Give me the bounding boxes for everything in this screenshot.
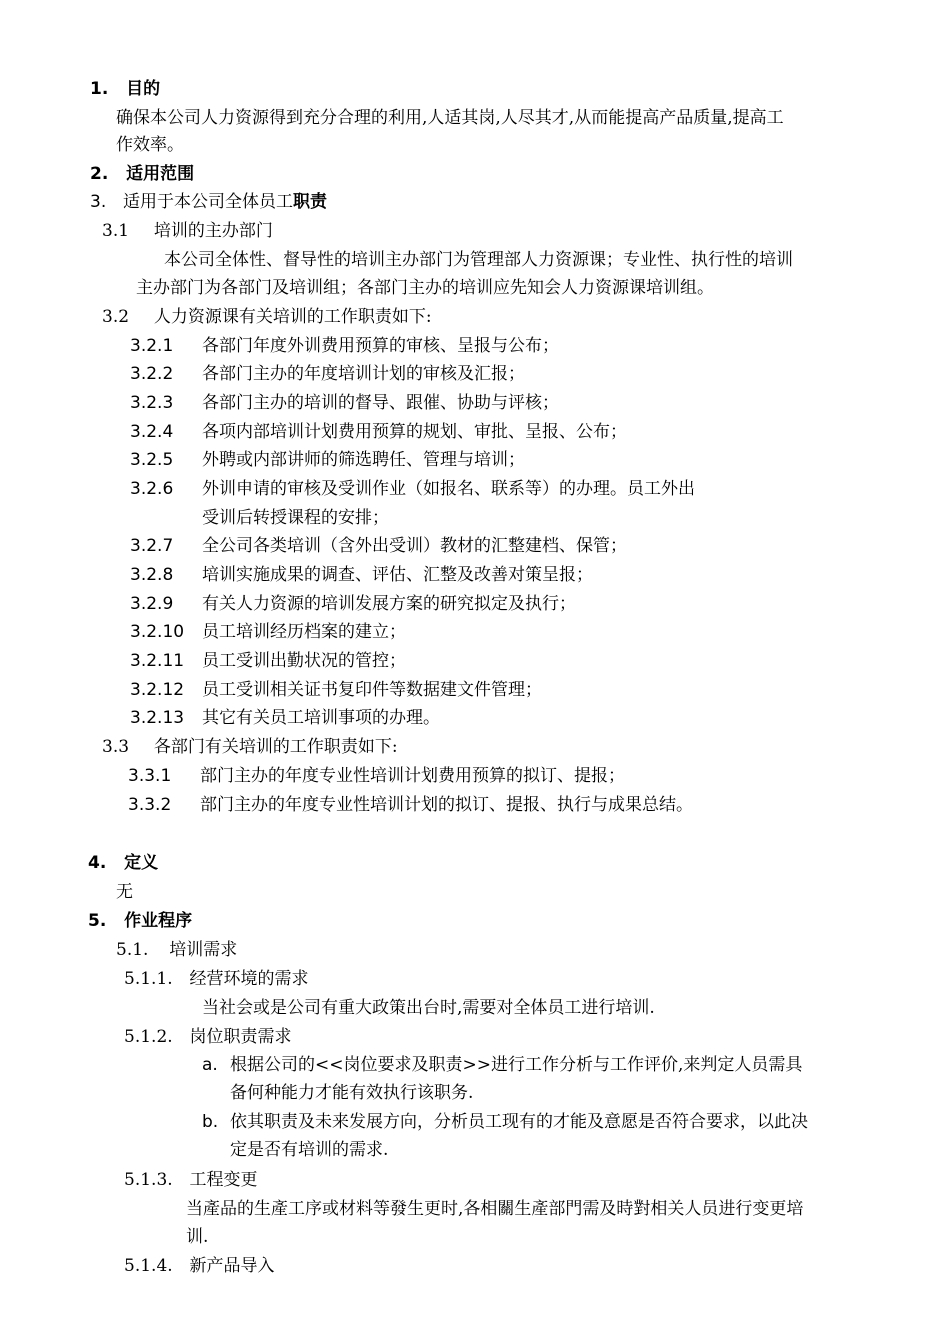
list-item (128, 793, 693, 817)
subsection-3-3 (102, 735, 398, 759)
item-text: 各部门主办的年度培训计划的审核及汇报； (202, 364, 525, 384)
subsection-number: 3.1 (102, 221, 130, 241)
list-item-b (202, 1110, 808, 1134)
list-item (130, 620, 406, 644)
section-text: 适用于本公司全体员工 (123, 192, 294, 212)
item-number: 3.2.1 (130, 336, 174, 356)
section-number: 5. (88, 911, 107, 931)
item-number: 3.3.2 (128, 795, 172, 815)
item-text: 各项内部培训计划费用预算的规划、审批、呈报、公布； (202, 422, 627, 442)
paragraph-line: 作效率。 (116, 135, 184, 155)
list-item (130, 334, 559, 358)
item-text: 外聘或内部讲师的筛选聘任、管理与培训； (202, 450, 525, 470)
list-item (130, 391, 559, 415)
list-item (130, 592, 576, 616)
paragraph-line: 训. (186, 1227, 209, 1247)
item-text: 员工受训出勤状况的管控； (202, 651, 406, 671)
section-5-heading (88, 909, 192, 933)
section-4-heading (88, 851, 158, 875)
subsection-5-1-3 (124, 1168, 257, 1192)
section-title-bold: 职责 (293, 192, 328, 212)
section-2-heading (90, 162, 194, 186)
item-number: 3.2.4 (130, 422, 174, 442)
list-item (130, 477, 695, 501)
item-number: 3.2.13 (130, 708, 185, 728)
item-text: 根据公司的<<岗位要求及职责>>进行工作分析与工作评价,来判定人员需具 (230, 1055, 803, 1075)
subsection-number: 5.1.1. (124, 969, 173, 989)
item-text: 其它有关员工培训事项的办理。 (202, 708, 440, 728)
list-item (130, 706, 440, 730)
subsection-number: 5.1.2. (124, 1027, 173, 1047)
item-text: 各部门年度外训费用预算的审核、呈报与公布； (202, 336, 559, 356)
item-continuation: 受训后转授课程的安排； (202, 508, 389, 528)
item-text: 员工培训经历档案的建立； (202, 622, 406, 642)
list-item-a (202, 1053, 802, 1077)
section-title: 适用范围 (126, 164, 195, 184)
paragraph-line: 当社会或是公司有重大政策出台时,需要对全体员工进行培训. (202, 998, 655, 1018)
section-3-heading (90, 190, 327, 214)
item-text: 外训申请的审核及受训作业（如报名、联系等）的办理。员工外出 (202, 479, 695, 499)
subsection-title: 培训需求 (169, 940, 238, 960)
subsection-title: 各部门有关培训的工作职责如下: (153, 737, 398, 757)
section-title: 定义 (124, 853, 159, 873)
subsection-number: 5.1.3. (124, 1170, 173, 1190)
item-number: 3.2.8 (130, 565, 174, 585)
list-item (130, 678, 542, 702)
subsection-title: 岗位职责需求 (189, 1027, 292, 1047)
item-number: 3.2.5 (130, 450, 174, 470)
item-text: 依其职责及未来发展方向，分析员工现有的才能及意愿是否符合要求，以此决 (230, 1112, 808, 1132)
subsection-title: 经营环境的需求 (189, 969, 309, 989)
section-title: 目的 (126, 79, 161, 99)
subsection-number: 5.1. (116, 940, 149, 960)
item-text: 部门主办的年度专业性培训计划的拟订、提报、执行与成果总结。 (200, 795, 693, 815)
item-number: 3.3.1 (128, 766, 172, 786)
item-number: 3.2.12 (130, 680, 185, 700)
item-text: 各部门主办的培训的督导、跟催、协助与评核； (202, 393, 559, 413)
item-text: 培训实施成果的调查、评估、汇整及改善对策呈报； (202, 565, 593, 585)
subsection-3-1 (102, 219, 273, 243)
subsection-number: 3.2 (102, 307, 130, 327)
item-number: 3.2.9 (130, 594, 174, 614)
item-text: 全公司各类培训（含外出受训）教材的汇整建档、保管； (202, 536, 627, 556)
item-letter: a. (202, 1055, 218, 1075)
subsection-title: 工程变更 (189, 1170, 258, 1190)
subsection-number: 3.3 (102, 737, 130, 757)
item-continuation: 定是否有培训的需求. (230, 1140, 389, 1160)
section-number: 3. (90, 192, 107, 212)
subsection-5-1-1 (124, 967, 308, 991)
item-continuation: 备何种能力才能有效执行该职务. (230, 1083, 474, 1103)
item-text: 部门主办的年度专业性培训计划费用预算的拟订、提报； (200, 766, 625, 786)
subsection-3-2 (102, 305, 432, 329)
item-number: 3.2.2 (130, 364, 174, 384)
list-item (130, 448, 525, 472)
paragraph-line: 无 (116, 882, 133, 902)
subsection-5-1-2 (124, 1025, 291, 1049)
subsection-title: 新产品导入 (189, 1256, 275, 1276)
subsection-5-1 (116, 938, 237, 962)
subsection-title: 培训的主办部门 (153, 221, 273, 241)
paragraph-line: 确保本公司人力资源得到充分合理的利用,人适其岗,人尽其才,从而能提高产品质量,提高工 (116, 108, 784, 128)
section-1-heading (90, 77, 160, 101)
subsection-number: 5.1.4. (124, 1256, 173, 1276)
item-number: 3.2.3 (130, 393, 174, 413)
item-number: 3.2.11 (130, 651, 185, 671)
list-item (130, 362, 525, 386)
item-text: 有关人力资源的培训发展方案的研究拟定及执行； (202, 594, 576, 614)
item-number: 3.2.10 (130, 622, 185, 642)
item-number: 3.2.7 (130, 536, 174, 556)
list-item (130, 534, 627, 558)
section-number: 2. (90, 164, 109, 184)
list-item (130, 563, 593, 587)
paragraph-line: 主办部门为各部门及培训组；各部门主办的培训应先知会人力资源课培训组。 (136, 278, 714, 298)
item-number: 3.2.6 (130, 479, 174, 499)
subsection-title: 人力资源课有关培训的工作职责如下: (153, 307, 432, 327)
list-item (130, 649, 406, 673)
item-letter: b. (202, 1112, 219, 1132)
section-number: 1. (90, 79, 109, 99)
section-number: 4. (88, 853, 107, 873)
paragraph-line: 当產品的生產工序或材料等發生更时,各相關生產部門需及時對相关人员进行变更培 (186, 1199, 804, 1219)
paragraph-line: 本公司全体性、督导性的培训主办部门为管理部人力资源课；专业性、执行性的培训 (164, 250, 793, 270)
list-item (130, 420, 627, 444)
item-text: 员工受训相关证书复印件等数据建文件管理； (202, 680, 542, 700)
section-title: 作业程序 (124, 911, 193, 931)
subsection-5-1-4 (124, 1254, 274, 1278)
list-item (128, 764, 625, 788)
